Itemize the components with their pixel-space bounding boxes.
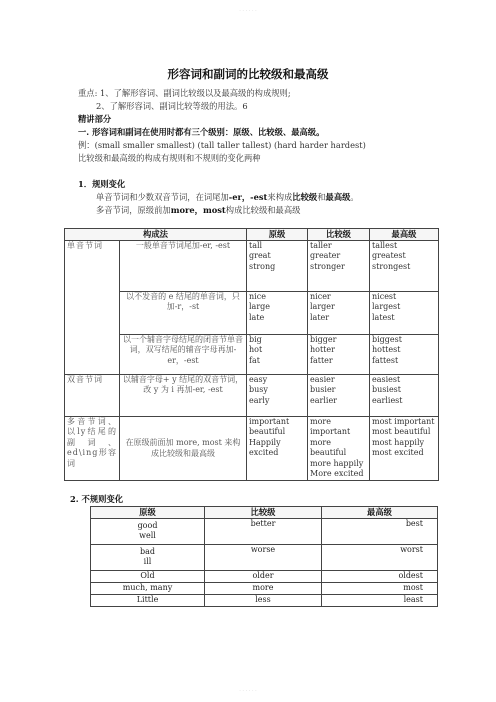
intro-line: 比较级和最高级的构成有规则和不规则的变化两种: [78, 153, 261, 163]
page-footer-watermark: · · · · · ·: [239, 688, 257, 694]
rule-cell: 一般单音节词尾加-er, -est: [120, 241, 247, 292]
comparative-cell: older: [205, 570, 322, 582]
comparative-cell: more: [205, 582, 322, 594]
superlative-cell: most: [322, 582, 438, 594]
table-row: [65, 241, 439, 292]
col-header-method: 构成法: [65, 229, 247, 241]
rule-text: 来构成: [267, 192, 293, 202]
col-header-positive: 原级: [247, 229, 308, 241]
comparative-cell: easier busier earlier: [308, 375, 370, 417]
comparative-cell: less: [205, 594, 322, 606]
table-row: [91, 570, 438, 582]
rule-1-line-1: [96, 191, 359, 203]
irregular-forms-table: [90, 506, 438, 607]
rule-1-heading: 1．规则变化: [78, 179, 126, 189]
rule-cell: 以辅音字母+ y 结尾的双音节词，改 y 为 i 再加-er, -est: [120, 375, 247, 417]
comparative-cell: worse: [205, 544, 322, 570]
rule-text: 多音节词，原级前加: [96, 205, 171, 215]
section-label: 精讲部分: [78, 114, 112, 124]
superlative-cell: nicest largest latest: [370, 292, 439, 335]
superlative-cell: worst: [322, 544, 438, 570]
positive-cell: important beautiful Happily excited: [247, 417, 308, 481]
comparative-cell: nicer larger later: [308, 292, 370, 335]
positive-cell: easy busy early: [247, 375, 308, 417]
table-row: [91, 582, 438, 594]
rule-text: 。: [350, 192, 359, 202]
objective-1: 重点: 1、了解形容词、副词比较级以及最高级的构成规则;: [78, 88, 291, 98]
rule-cell: 在原级前面加 more, most 来构成比较级和最高级: [120, 417, 247, 481]
col-header-positive: 原级: [91, 507, 205, 519]
comparative-cell: more important more beautiful more happily More excited: [308, 417, 370, 481]
table-row: [91, 518, 438, 544]
positive-cell: good well: [91, 518, 205, 544]
superlative-cell: least: [322, 594, 438, 606]
rule-text: 构成比较级和最高级: [225, 205, 301, 215]
page-title: 形容词和副词的比较级和最高级: [167, 67, 329, 81]
positive-cell: big hot fat: [247, 335, 308, 375]
objective-2: 2、了解形容词、副词比较等级的用法。6: [96, 101, 248, 111]
superlative-cell: oldest: [322, 570, 438, 582]
col-header-comparative: 比较级: [308, 229, 370, 241]
table-row: [65, 375, 439, 417]
example-line: 例：(small smaller smallest) (tall taller tallest) (hard harder hardest): [78, 140, 366, 150]
rule-text: 和: [317, 192, 326, 202]
comparative-cell: taller greater stronger: [308, 241, 370, 292]
rule-cell: 以不发音的 e 结尾的单音词，只加-r，-st: [120, 292, 247, 335]
term-superlative: 最高级: [325, 192, 351, 202]
table-row: [65, 417, 439, 481]
rule-2-heading: 2. 不规则变化: [70, 494, 124, 504]
col-header-superlative: 最高级: [322, 507, 438, 519]
table-row: [65, 335, 439, 375]
col-header-comparative: 比较级: [205, 507, 322, 519]
rule-cell: 以一个辅音字母结尾的闭音节单音词，双写结尾的辅音字母再加-er，-est: [120, 335, 247, 375]
category-double-syllable: 双音节词: [65, 375, 120, 417]
suffix-text: -er，-est: [228, 192, 268, 202]
positive-cell: bad ill: [91, 544, 205, 570]
regular-forms-table: [64, 228, 439, 481]
more-most-text: more，most: [170, 205, 226, 215]
table-header-row: [65, 229, 439, 241]
comparative-cell: better: [205, 518, 322, 544]
positive-cell: nice large late: [247, 292, 308, 335]
section-1-heading: 一. 形容词和副词在使用时都有三个级别：原级、比较级、最高级。: [78, 127, 325, 137]
positive-cell: Old: [91, 570, 205, 582]
category-single-syllable: 单音节词: [65, 241, 120, 375]
superlative-cell: biggest hottest fattest: [370, 335, 439, 375]
comparative-cell: bigger hotter fatter: [308, 335, 370, 375]
rule-1-line-2: [96, 204, 300, 216]
positive-cell: much, many: [91, 582, 205, 594]
table-row: [65, 292, 439, 335]
table-header-row: [91, 507, 438, 519]
rule-text: 单音节词和少数双音节词，在词尾加: [96, 192, 229, 202]
col-header-superlative: 最高级: [370, 229, 439, 241]
table-row: [91, 544, 438, 570]
table-row: [91, 594, 438, 606]
superlative-cell: best: [322, 518, 438, 544]
positive-cell: Little: [91, 594, 205, 606]
superlative-cell: most important most beautiful most happily most excited: [370, 417, 439, 481]
superlative-cell: tallest greatest strongest: [370, 241, 439, 292]
positive-cell: tall great strong: [247, 241, 308, 292]
page-header-watermark: · · · · · ·: [239, 8, 257, 14]
superlative-cell: easiest busiest earliest: [370, 375, 439, 417]
category-multi-syllable: 多音节词、以ly结尾的副词、ed\ing形容词: [65, 417, 120, 481]
term-comparative: 比较级: [292, 192, 318, 202]
